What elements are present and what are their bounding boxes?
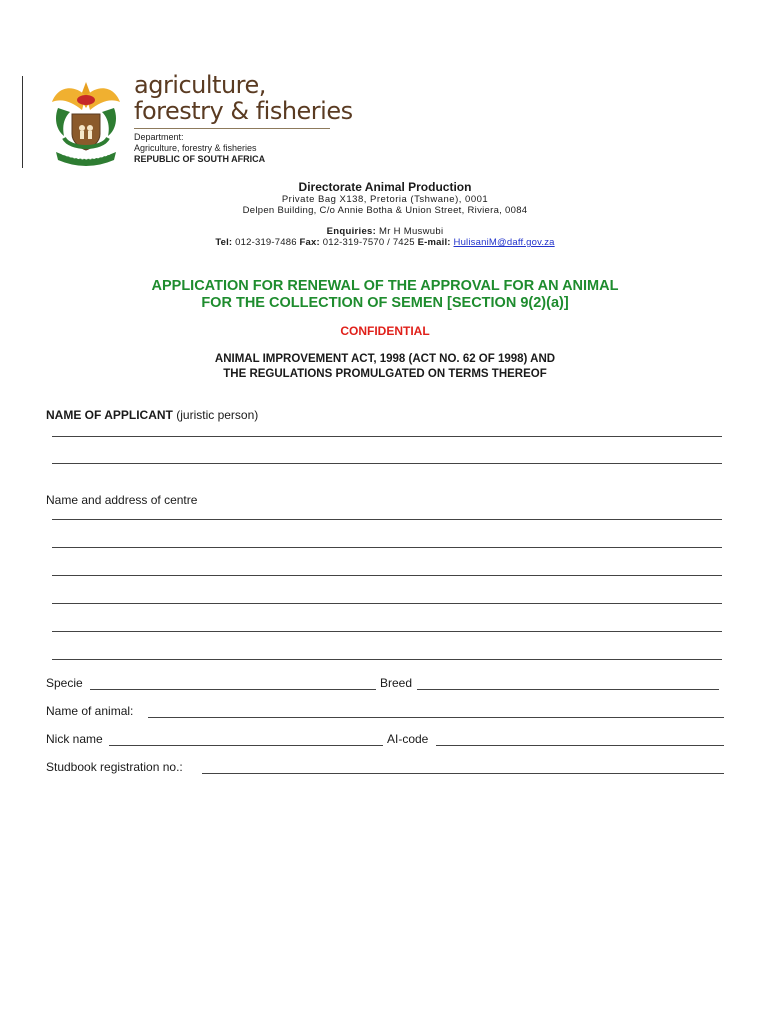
postal-address: Private Bag X138, Pretoria (Tshwane), 0001 <box>281 194 489 205</box>
breed-label: Breed <box>380 676 413 690</box>
centre-label: Name and address of centre <box>46 493 198 507</box>
centre-line-6[interactable] <box>52 659 722 660</box>
enquiries-value: Mr H Muswubi <box>379 226 444 237</box>
contact-line <box>0 237 770 248</box>
applicant-line-1[interactable] <box>52 436 722 437</box>
specie-label: Specie <box>46 676 83 690</box>
nick-name-label: Nick name <box>46 732 103 746</box>
email-link[interactable]: HulisaniM@daff.gov.za <box>453 237 555 248</box>
animal-name-field[interactable] <box>148 717 724 718</box>
act-line1: ANIMAL IMPROVEMENT ACT, 1998 (ACT NO. 62 OF 1998) AND <box>214 353 556 365</box>
centre-line-4[interactable] <box>52 603 722 604</box>
dept-line1: Department: <box>134 132 184 142</box>
enquiries-line <box>0 226 770 237</box>
applicant-label <box>46 408 258 422</box>
nick-name-field[interactable] <box>109 745 383 746</box>
form-title <box>0 278 770 312</box>
fax-label: Fax: <box>299 237 320 248</box>
email-label: E-mail: <box>417 237 451 248</box>
department-caption <box>134 132 265 165</box>
applicant-line-2[interactable] <box>52 463 722 464</box>
centre-line-5[interactable] <box>52 631 722 632</box>
applicant-label-text: NAME OF APPLICANT <box>46 408 173 422</box>
tel-value: 012-319-7486 <box>235 237 297 248</box>
breed-field[interactable] <box>417 689 719 690</box>
applicant-hint: (juristic person) <box>176 408 259 422</box>
confidential-label: CONFIDENTIAL <box>340 324 430 338</box>
department-logo <box>134 72 353 124</box>
ai-code-field[interactable] <box>436 745 724 746</box>
specie-field[interactable] <box>90 689 376 690</box>
street-address: Delpen Building, C/o Annie Botha & Union Street, Riviera, 0084 <box>242 205 528 216</box>
directorate-title: Directorate Animal Production <box>298 180 472 194</box>
title-line2: FOR THE COLLECTION OF SEMEN [SECTION 9(2)(a)] <box>201 295 569 311</box>
fax-value: 012-319-7570 / 7425 <box>322 237 415 248</box>
act-line2: THE REGULATIONS PROMULGATED ON TERMS THEREOF <box>223 368 547 380</box>
ai-code-label: AI-code <box>387 732 429 746</box>
animal-name-label: Name of animal: <box>46 704 134 718</box>
logo-line1: agriculture, <box>134 71 266 99</box>
logo-divider <box>134 128 330 129</box>
studbook-label: Studbook registration no.: <box>46 760 183 774</box>
tel-label: Tel: <box>215 237 233 248</box>
margin-rule <box>22 76 23 168</box>
centre-line-2[interactable] <box>52 547 722 548</box>
logo-line2: forestry & fisheries <box>134 97 353 125</box>
act-reference <box>0 352 770 382</box>
studbook-field[interactable] <box>202 773 724 774</box>
title-line1: APPLICATION FOR RENEWAL OF THE APPROVAL FOR AN ANIMAL <box>151 278 619 294</box>
dept-line3: REPUBLIC OF SOUTH AFRICA <box>134 154 266 164</box>
coat-of-arms-icon <box>46 78 126 168</box>
enquiries-label: Enquiries: <box>326 226 377 237</box>
centre-line-1[interactable] <box>52 519 722 520</box>
dept-line2: Agriculture, forestry & fisheries <box>134 143 257 153</box>
centre-line-3[interactable] <box>52 575 722 576</box>
